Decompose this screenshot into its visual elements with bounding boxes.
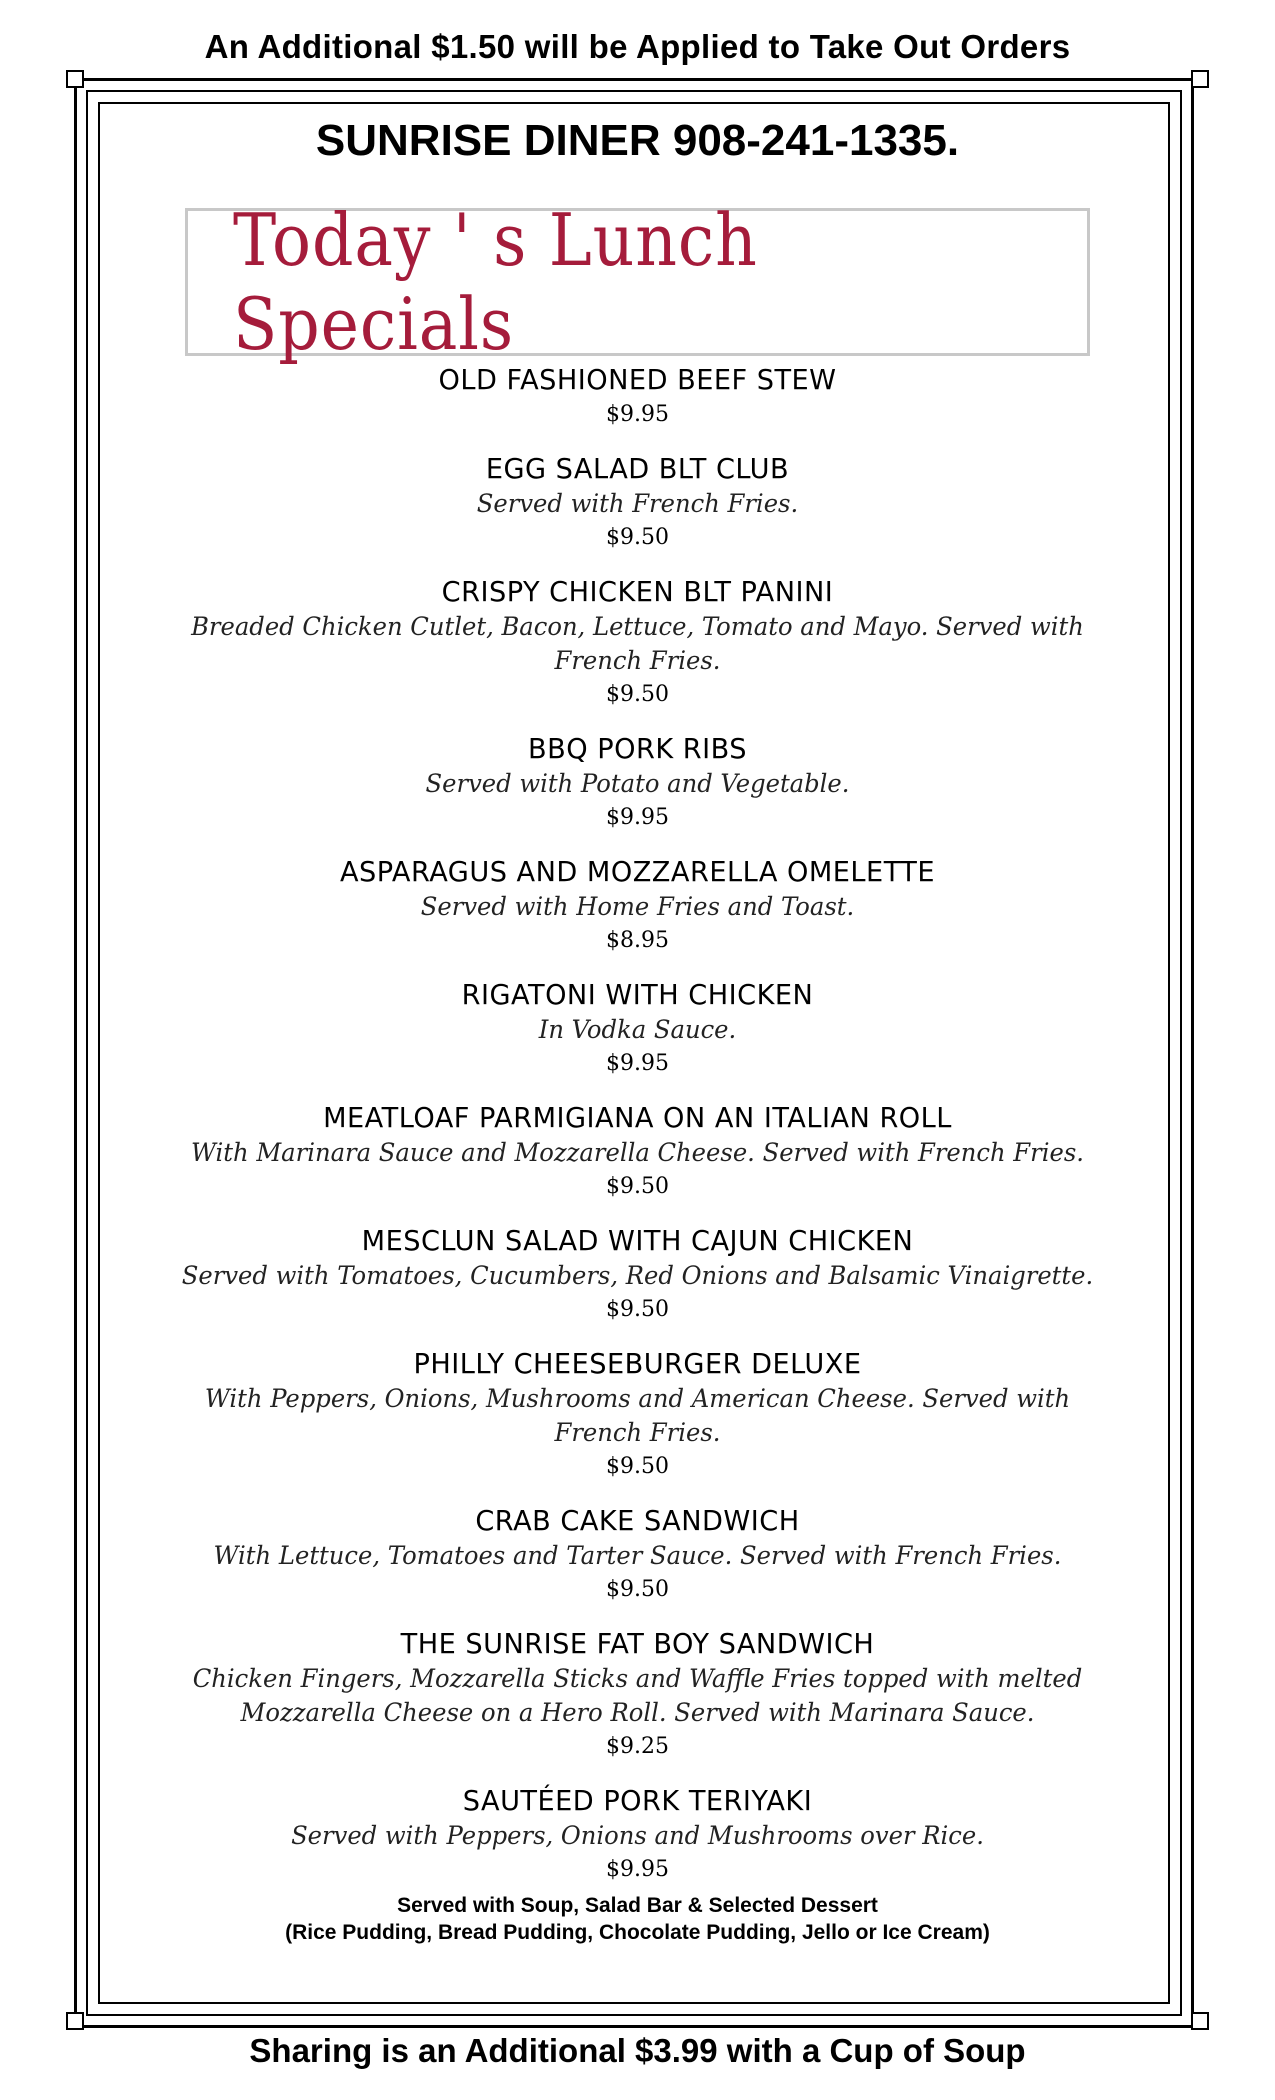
item-description: Chicken Fingers, Mozzarella Sticks and Waffle Fries topped with melted Mozzarella Cheese on a Hero Roll. Served with Marinara Sauce. bbox=[192, 1664, 1083, 1727]
item-description: In Vodka Sauce. bbox=[538, 1015, 737, 1044]
item-description: Served with Potato and Vegetable. bbox=[425, 769, 850, 798]
item-name: THE SUNRISE FAT BOY SANDWICH bbox=[400, 1627, 875, 1660]
item-description: Served with French Fries. bbox=[476, 489, 799, 518]
menu-item bbox=[150, 574, 1125, 711]
corner-ornament bbox=[66, 70, 84, 88]
item-description: With Peppers, Onions, Mushrooms and American Cheese. Served with French Fries. bbox=[204, 1384, 1071, 1447]
item-price: $9.50 bbox=[606, 1577, 669, 1602]
item-name: ASPARAGUS AND MOZZARELLA OMELETTE bbox=[339, 855, 936, 888]
included-sides-note bbox=[150, 1892, 1125, 1946]
item-price: $9.95 bbox=[606, 805, 669, 830]
corner-ornament bbox=[66, 2012, 84, 2030]
item-name: BBQ PORK RIBS bbox=[528, 732, 747, 765]
menu-item bbox=[150, 854, 1125, 957]
item-description: Served with Home Fries and Toast. bbox=[420, 892, 855, 921]
item-price: $9.50 bbox=[606, 1297, 669, 1322]
footer-line: Served with Soup, Salad Bar & Selected Dessert bbox=[397, 1894, 878, 1917]
page-title: Today ' s Lunch Specials bbox=[232, 198, 758, 366]
item-description: With Marinara Sauce and Mozzarella Cheese. Served with French Fries. bbox=[191, 1138, 1084, 1167]
item-name: CRAB CAKE SANDWICH bbox=[475, 1504, 800, 1537]
item-price: $9.50 bbox=[606, 1174, 669, 1199]
item-price: $8.95 bbox=[606, 928, 669, 953]
menu-item bbox=[150, 1346, 1125, 1483]
restaurant-name-phone: SUNRISE DINER 908-241-1335. bbox=[315, 116, 960, 165]
item-description: Served with Tomatoes, Cucumbers, Red Onions and Balsamic Vinaigrette. bbox=[181, 1261, 1094, 1290]
item-price: $9.95 bbox=[606, 402, 669, 427]
item-price: $9.95 bbox=[606, 1857, 669, 1882]
takeout-notice: An Additional $1.50 will be Applied to Take Out Orders bbox=[204, 28, 1071, 65]
menu-item bbox=[150, 1100, 1125, 1203]
title-box bbox=[185, 198, 1090, 366]
menu-item bbox=[150, 977, 1125, 1080]
item-name: PHILLY CHEESEBURGER DELUXE bbox=[413, 1347, 862, 1380]
menu-item bbox=[150, 1503, 1125, 1606]
footer-line: (Rice Pudding, Bread Pudding, Chocolate Pudding, Jello or Ice Cream) bbox=[285, 1921, 990, 1944]
menu-item bbox=[150, 1783, 1125, 1886]
menu-item bbox=[150, 1223, 1125, 1326]
item-price: $9.50 bbox=[606, 525, 669, 550]
item-description: With Lettuce, Tomatoes and Tarter Sauce. Served with French Fries. bbox=[213, 1541, 1062, 1570]
item-name: RIGATONI WITH CHICKEN bbox=[461, 978, 814, 1011]
item-name: EGG SALAD BLT CLUB bbox=[485, 452, 790, 485]
sharing-notice: Sharing is an Additional $3.99 with a Cup of Soup bbox=[249, 2032, 1026, 2069]
item-price: $9.25 bbox=[606, 1734, 669, 1759]
item-name: MEATLOAF PARMIGIANA ON AN ITALIAN ROLL bbox=[323, 1101, 952, 1134]
corner-ornament bbox=[1191, 70, 1209, 88]
menu-item bbox=[150, 451, 1125, 554]
corner-ornament bbox=[1191, 2012, 1209, 2030]
item-description: Breaded Chicken Cutlet, Bacon, Lettuce, Tomato and Mayo. Served with French Fries. bbox=[191, 612, 1084, 675]
item-price: $9.50 bbox=[606, 1454, 669, 1479]
menu-item bbox=[150, 1626, 1125, 1763]
item-description: Served with Peppers, Onions and Mushrooms over Rice. bbox=[291, 1821, 984, 1850]
item-name: SAUTÉED PORK TERIYAKI bbox=[462, 1784, 813, 1817]
menu-item bbox=[150, 362, 1125, 431]
menu-item bbox=[150, 731, 1125, 834]
item-price: $9.50 bbox=[606, 682, 669, 707]
item-price: $9.95 bbox=[606, 1051, 669, 1076]
item-name: MESCLUN SALAD WITH CAJUN CHICKEN bbox=[361, 1224, 914, 1257]
item-name: CRISPY CHICKEN BLT PANINI bbox=[441, 575, 834, 608]
menu-list bbox=[150, 362, 1125, 1946]
item-name: OLD FASHIONED BEEF STEW bbox=[438, 363, 837, 396]
